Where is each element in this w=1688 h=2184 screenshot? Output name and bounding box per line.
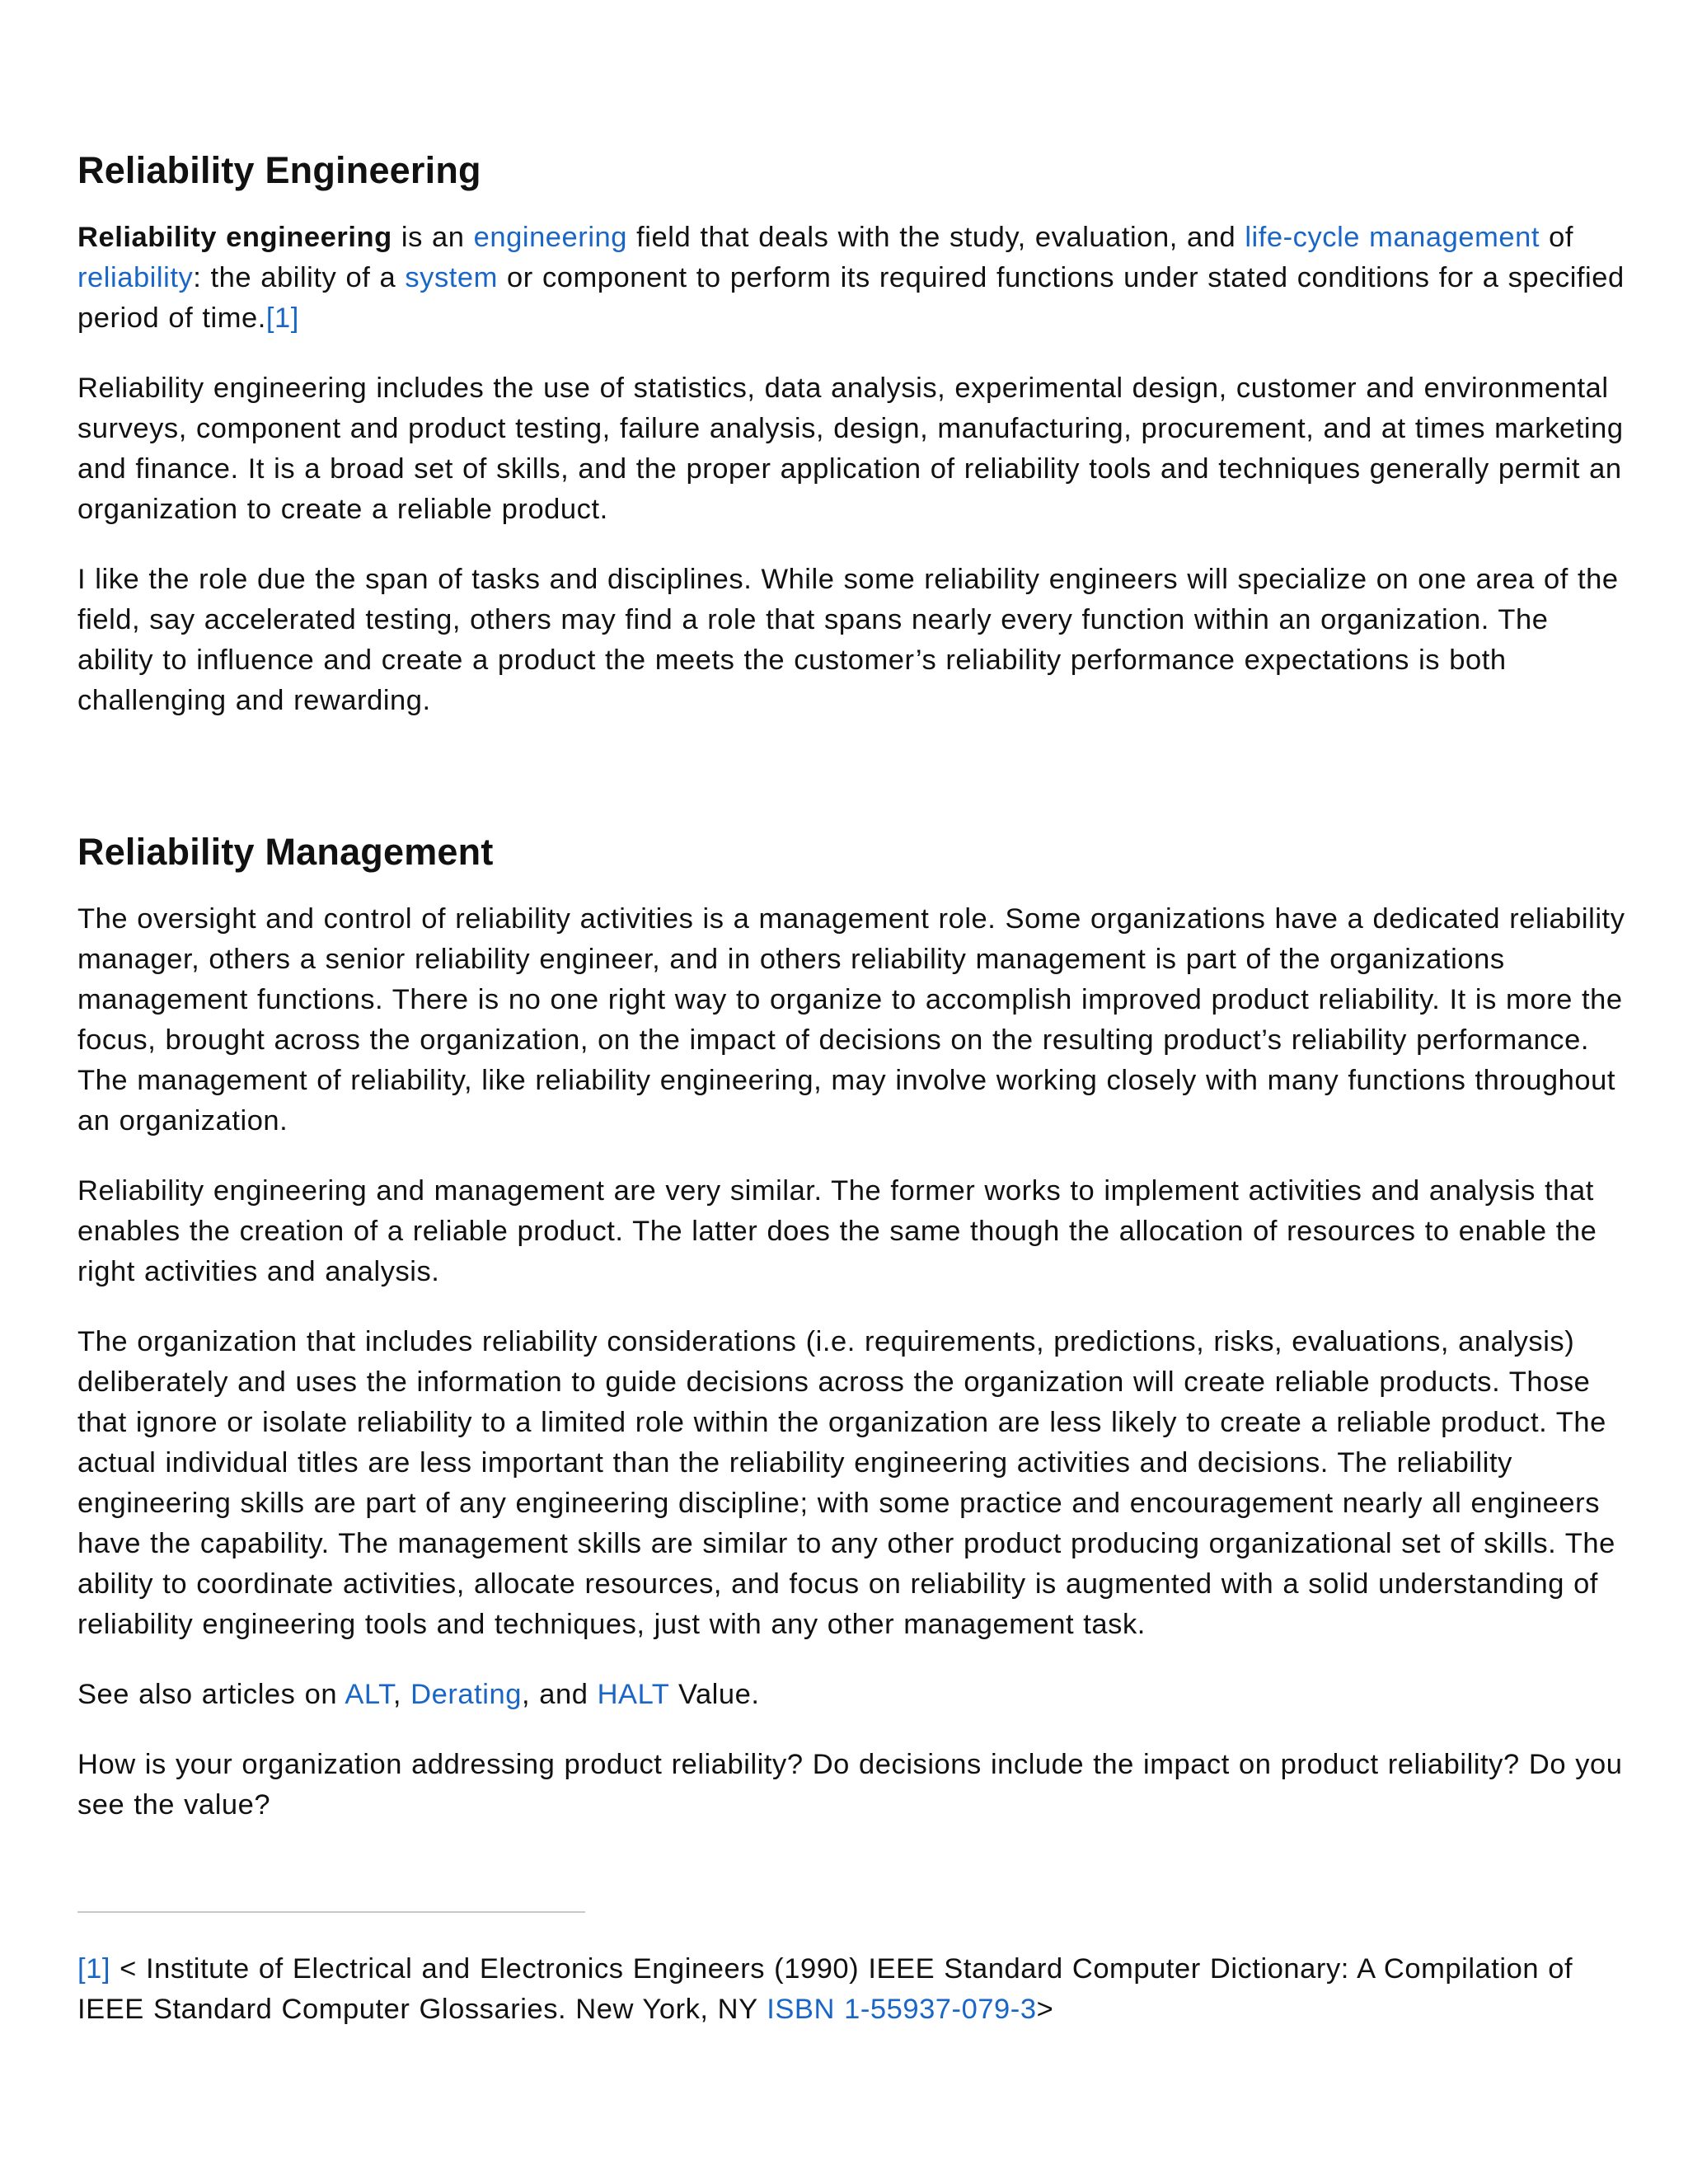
paragraph-definition — [77, 218, 1627, 339]
link-halt[interactable]: HALT — [597, 1679, 669, 1710]
link-isbn[interactable]: ISBN 1-55937-079-3 — [767, 1994, 1037, 2025]
paragraph-scope: Reliability engineering includes the use of statistics, data analysis, experimental design, customer and environmental surveys, component and product testing, failure analysis, design, manufacturing, procurement, and at times marketing and finance. It is a broad set of skills, and the proper application of reliability tools and techniques generally permit an organization to create a reliable product. — [77, 373, 1624, 525]
footnote-backref-link[interactable]: [1] — [77, 1953, 111, 1985]
text-span: > — [1036, 1994, 1054, 2025]
text-span: field that deals with the study, evaluation, and — [627, 222, 1245, 253]
footnote-divider — [77, 1911, 585, 1913]
paragraph-see-also — [77, 1675, 1627, 1715]
text-span: is an — [392, 222, 474, 253]
text-span: Value. — [668, 1679, 760, 1710]
paragraph-role: I like the role due the span of tasks and disciplines. While some reliability engineers will specialize on one area of the field, say accelerated testing, others may find a role that spans nearly every function within an organization. The ability to influence and create a product the meets the customer’s reliability performance expectations is both challenging and rewarding. — [77, 564, 1619, 716]
text-span: : the ability of a — [193, 262, 406, 293]
heading-reliability-management: Reliability Management — [77, 831, 494, 873]
text-span: See also articles on — [77, 1679, 345, 1710]
paragraph-question: How is your organization addressing product reliability? Do decisions include the impact on product reliability? Do you see the value? — [77, 1749, 1623, 1821]
link-system[interactable]: system — [405, 262, 498, 293]
paragraph-oversight: The oversight and control of reliability activities is a management role. Some organizations have a dedicated reliability manager, others a senior reliability engineer, and in others reliability management is part of the organizations management functions. There is no one right way to organize to accomplish improved product reliability. It is more the focus, brought across the organization, on the impact of decisions on the resulting product’s reliability performance. The management of reliability, like reliability engineering, may involve working closely with many functions throughout an organization. — [77, 903, 1625, 1137]
heading-reliability-engineering: Reliability Engineering — [77, 149, 481, 191]
link-engineering[interactable]: engineering — [473, 222, 628, 253]
link-reliability[interactable]: reliability — [77, 262, 194, 293]
link-derating[interactable]: Derating — [410, 1679, 522, 1710]
text-span: , and — [521, 1679, 598, 1710]
link-alt[interactable]: ALT — [345, 1679, 393, 1710]
text-span: or component to perform its required functions under stated conditions for a specified period of time. — [77, 262, 1625, 334]
footnote — [77, 1949, 1627, 2030]
footnote-ref-link[interactable]: [1] — [265, 302, 299, 334]
paragraph-similarity: Reliability engineering and management are very similar. The former works to implement activities and analysis that enables the creation of a reliable product. The latter does the same though the allocation of resources to enable the right activities and analysis. — [77, 1175, 1597, 1287]
text-span: of — [1540, 222, 1574, 253]
text-span: < Institute of Electrical and Electronics Engineers (1990) IEEE Standard Computer Dictionary: A Compilation of IEEE Standard Computer Glossaries. New York, NY — [77, 1953, 1573, 2025]
bold-term: Reliability engineering — [77, 222, 392, 253]
link-life-cycle-management[interactable]: life-cycle management — [1245, 222, 1540, 253]
paragraph-organization: The organization that includes reliability considerations (i.e. requirements, predictions, risks, evaluations, analysis) deliberately and uses the information to guide decisions across the organization will create reliable products. Those that ignore or isolate reliability to a limited role within the organization are less likely to create a reliable product. The actual individual titles are less important than the reliability engineering activities and decisions. The reliability engineering skills are part of any engineering discipline; with some practice and encouragement nearly all engineers have the capability. The management skills are similar to any other product producing organizational set of skills. The ability to coordinate activities, allocate resources, and focus on reliability is augmented with a solid understanding of reliability engineering tools and techniques, just with any other management task. — [77, 1326, 1615, 1640]
text-span: , — [392, 1679, 411, 1710]
